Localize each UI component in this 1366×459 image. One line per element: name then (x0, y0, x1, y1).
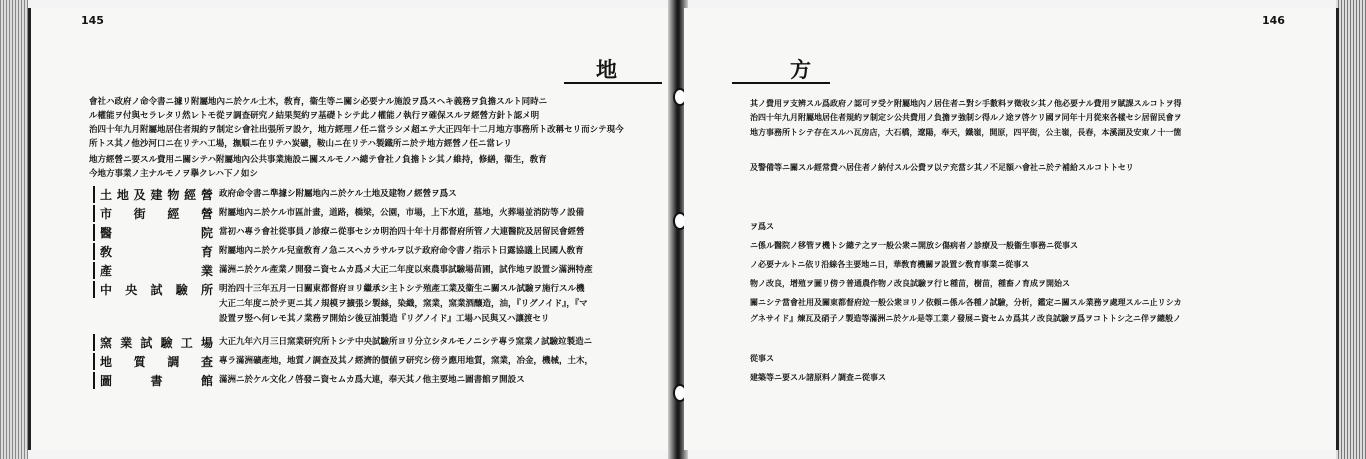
intro-line: 所トス其ノ他沙河口ニ在リテハ工場，撫順ニ在リテハ炭礦，鞍山ニ在リテハ製鐵所ニ於テ地方經營ノ任ニ當レリ (89, 139, 512, 149)
entry-term: 中 央 試 驗 所 (93, 281, 213, 298)
intro-line: 今地方事業ノ主ナルモノヲ擧クレハ下ノ如シ (89, 169, 258, 179)
intro-line: ル權能ヲ付與セラレタリ然レトモ從ヲ調查研究ノ結果契約ヲ基礎トシテ此ノ權能ノ執行ヲ確保スルヲ經營方針ト認メ明 (89, 111, 540, 121)
right-text-line: ニ係ル醫院ノ移管ヲ機トシ總テ之ヲ一般公衆ニ開放シ傷病者ノ診療及一般衞生事務ニ從事ス (750, 240, 1078, 250)
entry-text: 政府命令書ニ準據シ附屬地內ニ於ケル土地及建物ノ經營ヲ爲ス (219, 189, 457, 199)
left-page-edge (0, 0, 28, 459)
heading-underline-right (732, 82, 830, 84)
entry-text: 滿洲ニ於ケル文化ノ啓發ニ資セムカ爲大連，奉天其ノ他主要地ニ圖書館ヲ開設ス (219, 375, 525, 385)
right-text-line: 關ニシテ當會社用及關東都督府竝一般公衆ヨリノ依頼ニ係ル各種ノ試驗，分析，鑑定ニ關スル業務ヲ處理スルニ止リシカ (750, 297, 1182, 307)
right-text-line: ノ必要ナルトニ依リ沿線各主要地ニ日，華敎育機關ヲ設置シ敎育事業ニ從事ス (750, 259, 1030, 269)
entry-term: 地 質 調 查 (93, 353, 213, 370)
left-page-number: 145 (81, 14, 104, 27)
entry-term: 敎 育 (93, 243, 213, 260)
entry-text: 附屬地內ニ於ケル市區計畫，道路，橋梁，公園，市場，上下水道，墓地，火葬場並消防等ノ設備 (219, 208, 585, 218)
entry-term: 圖 書 館 (93, 372, 213, 389)
entry-term: 產 業 (93, 262, 213, 279)
entry-text: 當初ハ專ラ會社從事員ノ診療ニ從事セシカ明治四十年十月都督府所管ノ大連醫院及居留民會經營 (219, 227, 585, 237)
entry-term: 窯 業 試 驗 工 場 (93, 334, 213, 351)
intro-line: 會社ハ政府ノ命令書ニ據リ附屬地內ニ於ケル土木，敎育，衞生等ニ關シ必要ナル施設ヲ爲スヘキ義務ヲ負擔スルト同時ニ (89, 97, 548, 107)
right-text-line: 建築等ニ要スル諸原料ノ調查ニ從事ス (750, 372, 886, 382)
heading-underline-left (564, 82, 662, 84)
entry-term: 市 街 經 營 (93, 205, 213, 222)
right-text-line: 物ノ改良，增殖ヲ圖リ傍ラ普通農作物ノ改良試驗ヲ行ヒ種苗，樹苗，種畜ノ育成ヲ開始ス (750, 278, 1070, 288)
entry-text: 設置ヲ竪ヘ何レモ其ノ業務ヲ開始シ後豆油製造『リグノイド』工場ハ民與又ハ讓渡セリ (219, 314, 550, 324)
entry-text: 附屬地內ニ於ケル兒童敎育ノ急ニスヘカラサルヲ以テ政府命令書ノ指示ト日露協議上民國人敎育 (219, 246, 584, 256)
right-text-line: 其ノ費用ヲ支辨スル爲政府ノ認可ヲ受ケ附屬地內ノ居住者ニ對シ手數料ヲ徵收シ其ノ他必要ナル費用ヲ賦課スルコトヲ得 (750, 98, 1182, 108)
left-page-heading: 地 (596, 57, 619, 82)
right-text-line: グネサイド』煉瓦及硝子ノ製造等滿洲ニ於ケル是等工業ノ發展ニ資セムカ爲其ノ改良試驗ヲ爲ヲコトトシ之ニ伴ヲ總般ノ (750, 313, 1181, 323)
entry-text: 大正九年六月三日窯業研究所トシテ中央試驗所ヨリ分立シタルモノニシテ專ラ窯業ノ試驗竝製造ニ (219, 337, 593, 347)
right-text-line: ヲ爲ス (750, 221, 774, 231)
right-text-line: 治四十年九月附屬地居住者規約ヲ制定シ公共費用ノ負擔ヲ強制シ得ルノ途ヲ啓ケリ國ヲ同年十月從來各樣セシ居留民會ヲ (750, 112, 1182, 122)
left-page (28, 8, 673, 450)
entry-text: 大正二年度ニ於テ更ニ其ノ規模ヲ擴張シ製絲，染織，窯業，窯業酒釀造，油，『リグノイド』，『マ (219, 299, 588, 309)
entry-term: 醫 院 (93, 224, 213, 241)
right-text-line: 從事ス (750, 353, 774, 363)
entry-text: 滿洲ニ於ケル產業ノ開發ニ資セムカ爲メ大正二年度以來農事試驗場苗圃，試作地ヲ設置シ滿洲特產 (219, 265, 593, 275)
entry-term: 土 地 及 建 物 經 營 (93, 186, 213, 203)
intro-line: 治四十年九月附屬地居住者規約ヲ制定シ會社出張所ヲ設ケ，地方經理ノ任ニ當ラシメ超エテ大正四年十二月地方事務所ト改稱セリ而シテ現今 (89, 125, 624, 135)
right-page-heading: 方 (790, 57, 813, 82)
right-page-number: 146 (1262, 14, 1285, 27)
entry-text: 專ラ滿洲礦產地，地質ノ調查及其ノ經濟的價値ヲ研究シ傍ラ應用地質，窯業，冶金，機械，土木， (219, 356, 594, 366)
entry-text: 明治四十三年五月一日關東都督府ヨリ繼承シ主トシテ殖產工業及衞生ニ關スル試驗ヲ施行スル機 (219, 284, 585, 294)
right-text-line: 地方事務所トシテ存在スルハ瓦房店，大石橋，遼陽，奉天，鐵嶺，開原，四平街，公主嶺，長春，本溪湖及安東ノ十一箇 (750, 127, 1182, 137)
right-page (684, 8, 1339, 450)
right-text-line: 及警備等ニ關スル經常費ハ居住者ノ納付スル公費ヲ以テ充當シ其ノ不足額ハ會社ニ於テ補給スルコトトセリ (750, 162, 1134, 172)
right-page-edge (1336, 0, 1366, 459)
intro-line: 地方經營ニ要スル費用ニ關シテハ附屬地內公共事業施設ニ關スルモノハ總テ會社ノ負擔トシ其ノ維持，修繕，衞生，敎育 (89, 155, 547, 165)
